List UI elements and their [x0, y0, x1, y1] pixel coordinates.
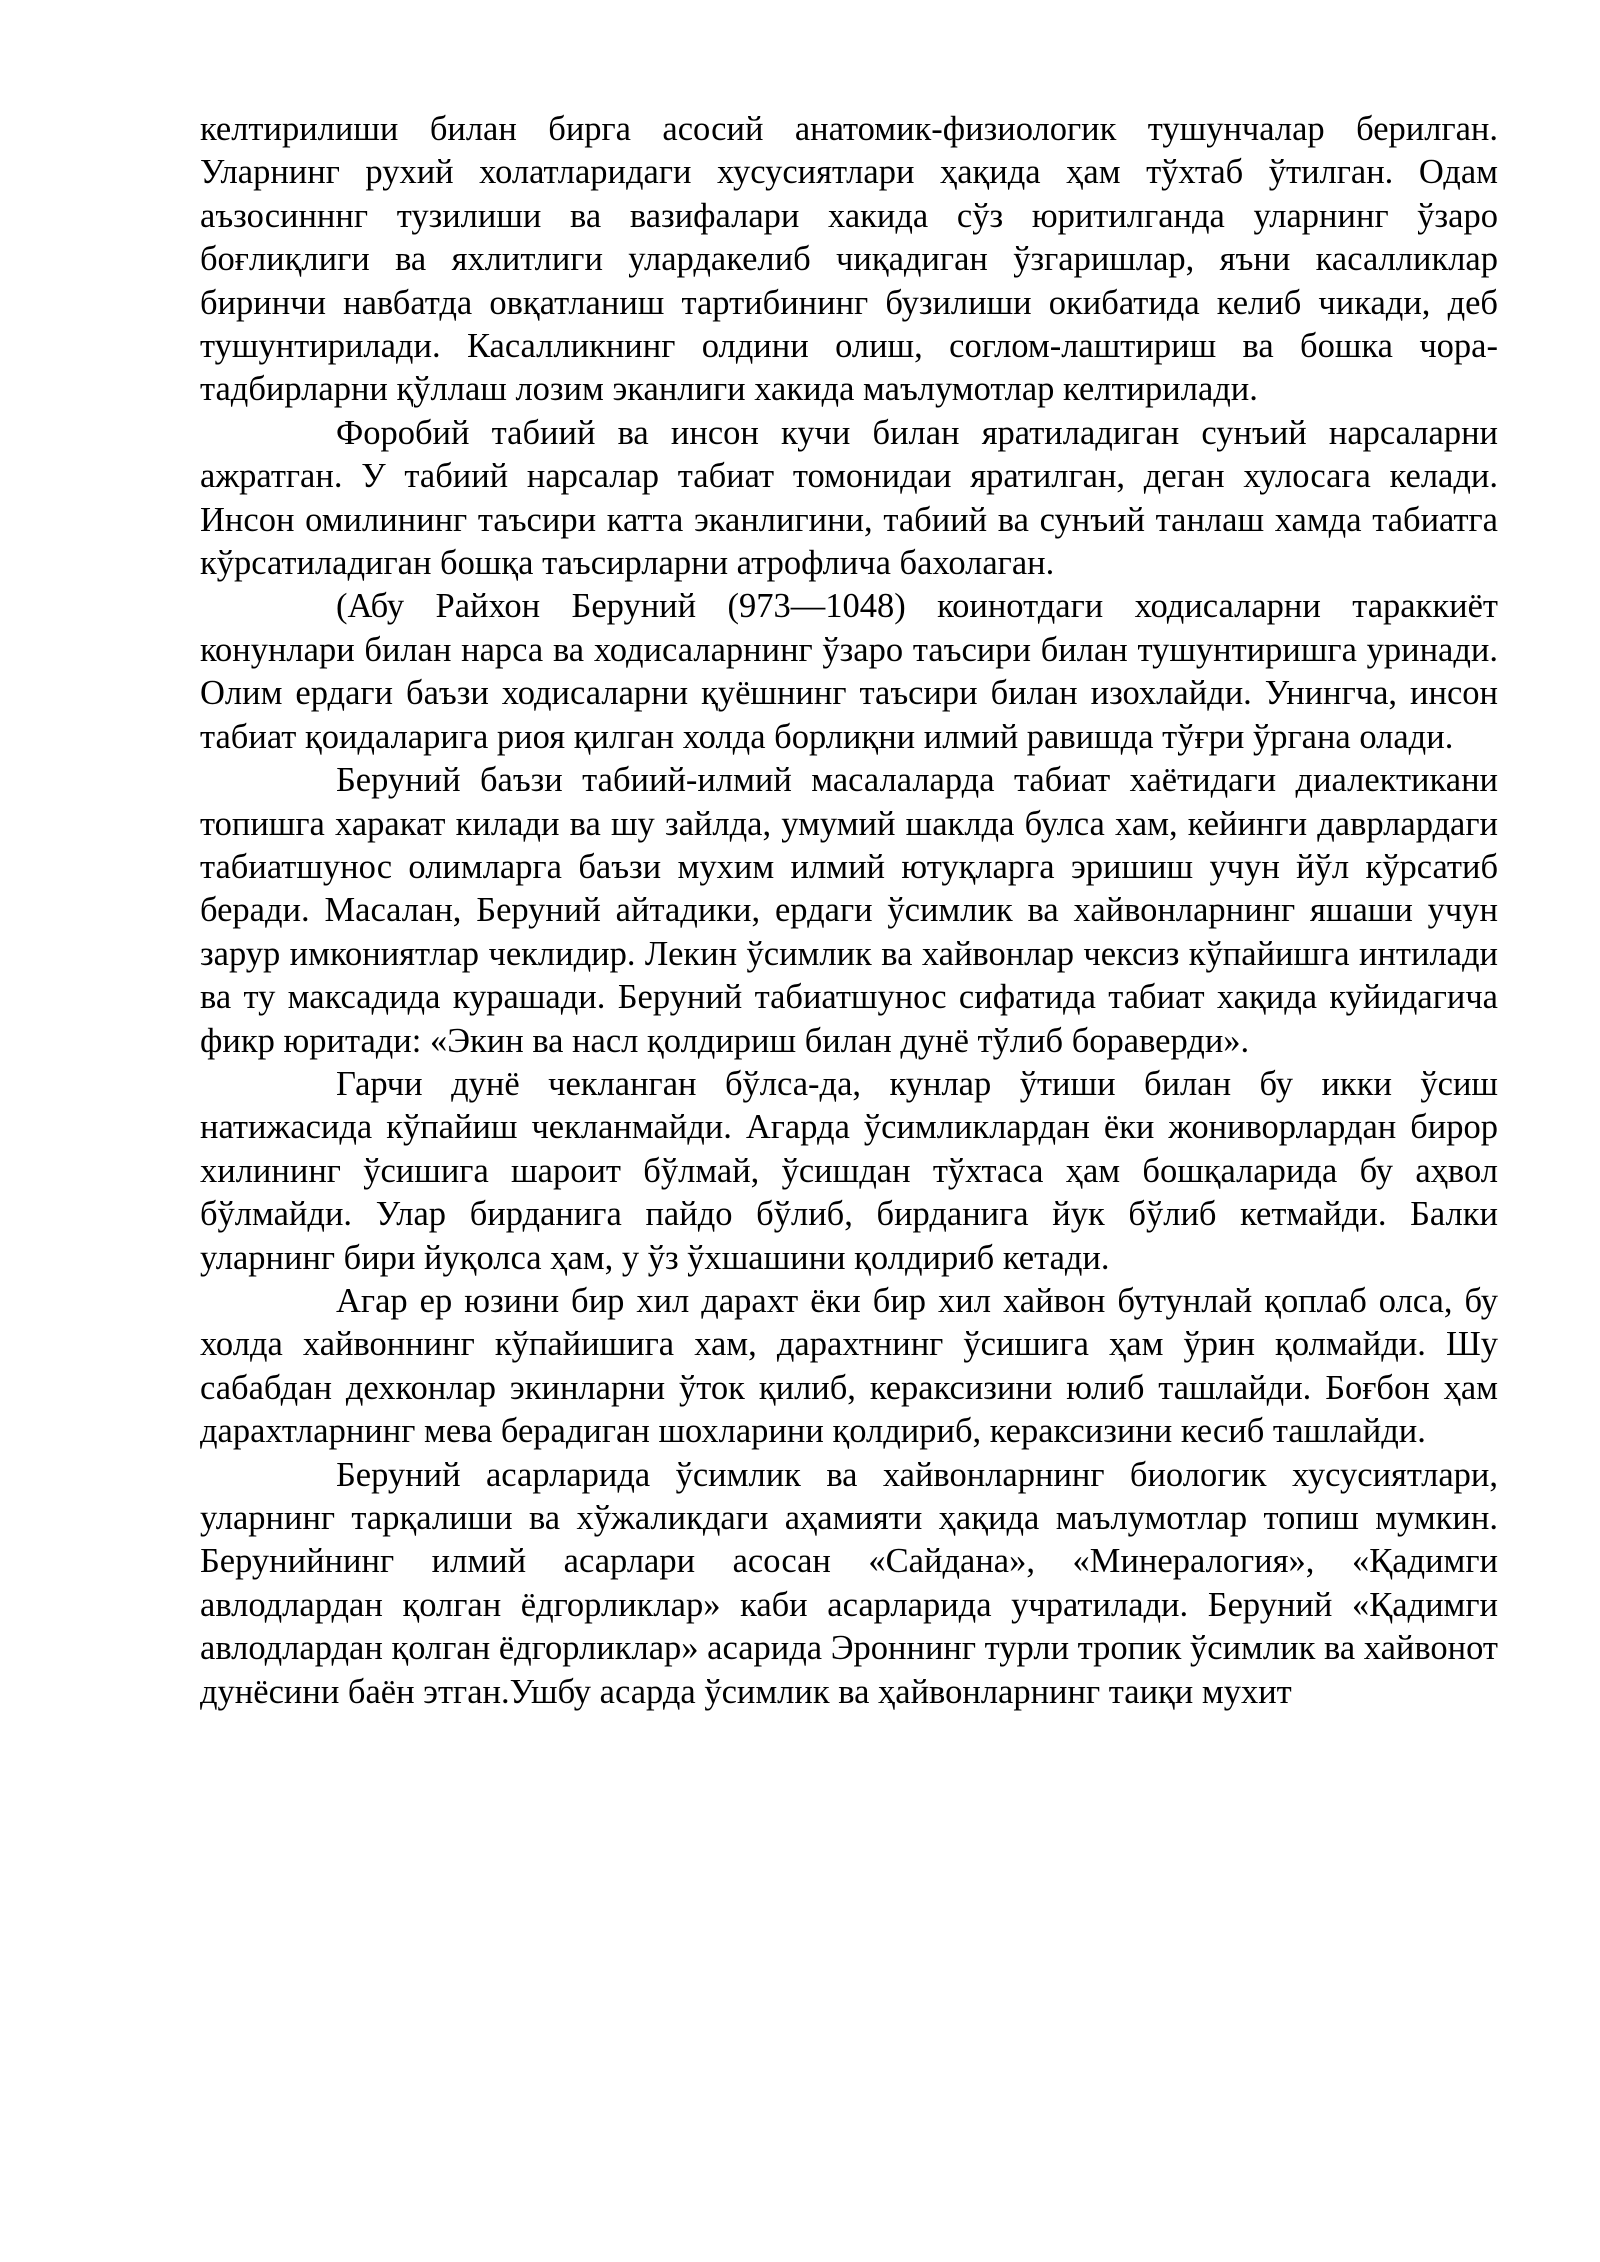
- paragraph-beruni-dialectics: Беруний баъзи табиий-илмий масалаларда табиат хаётидаги диалектикани топишга харакат килади ва шу зайлда, умумий шаклда булса хам, кейинги даврлардаги табиатшунос олимларга баъзи мухим илмий ютуқларга эришиш учун йўл кўрсатиб беради. Масалан, Беруний айтадики, ердаги ўсимлик ва хайвонларнинг яшаши учун зарур имкониятлар чеклидир. Лекин ўсимлик ва хайвонлар чексиз кўпайишга интилади ва ту максадида курашади. Беруний табиатшунос сифатида табиат хақида куйидагича фикр юритади: «Экин ва насл қолдириш билан дунё тўлиб бораверди».: [200, 761, 1498, 1060]
- paragraph-1: келтирилиши билан бирга асосий анатомик-физиологик тушунчалар берилган. Уларнинг рухий холатларидаги хусусиятлари ҳақида ҳам тўхтаб ўтилган. Одам аъзосинннг тузилиши ва вазифалари хакида сўз юритилганда уларнинг ўзаро боғлиқлиги ва яхлитлиги улардакелиб чиқадиган ўзгаришлар, яъни касалликлар биринчи навбатда овқатланиш тартибининг бузилиши окибатида келиб чикади, деб тушунтирилади. Касалликнинг олдини олиш, соглом-лаштириш ва бошка чора-тадбирларни қўллаш лозим эканлиги хакида маълумотлар келтирилади.: [200, 110, 1498, 409]
- paragraph-growth-limits: Гарчи дунё чекланган бўлса-да, кунлар ўтиши билан бу икки ўсиш натижасида кўпайиш чекланмайди. Агарда ўсимликлардан ёки жониворлардан бирор хилининг ўсишига шароит бўлмай, ўсишдан тўхтаса ҳам бошқаларида бу аҳвол бўлмайди. Улар бирданига пайдо бўлиб, бирданига йук бўлиб кетмайди. Балки уларнинг бири йуқолса ҳам, у ўз ўхшашини қолдириб кетади.: [200, 1064, 1498, 1277]
- document-page: [200, 108, 1498, 1714]
- paragraph-beruni-intro: (Абу Райхон Беруний (973—1048) коинотдаги ходисаларни тараккиёт конунлари билан нарса ва ходисаларнинг ўзаро таъсири билан тушунтиришга уринади. Олим ердаги баъзи ходисаларни қуёшнинг таъсири билан изохлайди. Унингча, инсон табиат қоидаларига риоя қилган холда борлиқни илмий равишда тўғри ўргана олади.: [200, 587, 1498, 756]
- paragraph-beruni-works: Беруний асарларида ўсимлик ва хайвонларнинг биологик хусусиятлари, уларнинг тарқалиши ва хўжаликдаги аҳамияти ҳақида маълумотлар топиш мумкин. Берунийнинг илмий асарлари асосан «Сайдана», «Минералогия», «Қадимги авлодлардан қолган ёдгорликлар» каби асарларида учратилади. Беруний «Қадимги авлодлардан қолган ёдгорликлар» асарида Эроннинг турли тропик ўсимлик ва хайвонот дунёсини баён этган.Ушбу асарда ўсимлик ва ҳайвонларнинг таиқи мухит: [200, 1455, 1498, 1711]
- paragraph-farabi: Форобий табиий ва инсон кучи билан яратиладиган сунъий нарсаларни ажратган. У табиий нарсалар табиат томонидаи яратилган, деган хулосага келади. Инсон омилининг таъсири катта эканлигини, табиий ва сунъий танлаш хамда табиатга кўрсатиладиган бошқа таъсирларни атрофлича бахолаган.: [200, 413, 1498, 583]
- paragraph-earth-cover: Агар ер юзини бир хил дарахт ёки бир хил хайвон бутунлай қоплаб олса, бу холда хайвоннинг кўпайишига хам, дарахтнинг ўсишига ҳам ўрин қолмайди. Шу сабабдан дехконлар экинларни ўток қилиб, кераксизини юлиб ташлайди. Боғбон ҳам дарахтларнинг мева берадиган шохларини қолдириб, кераксизини кесиб ташлайди.: [200, 1281, 1498, 1451]
